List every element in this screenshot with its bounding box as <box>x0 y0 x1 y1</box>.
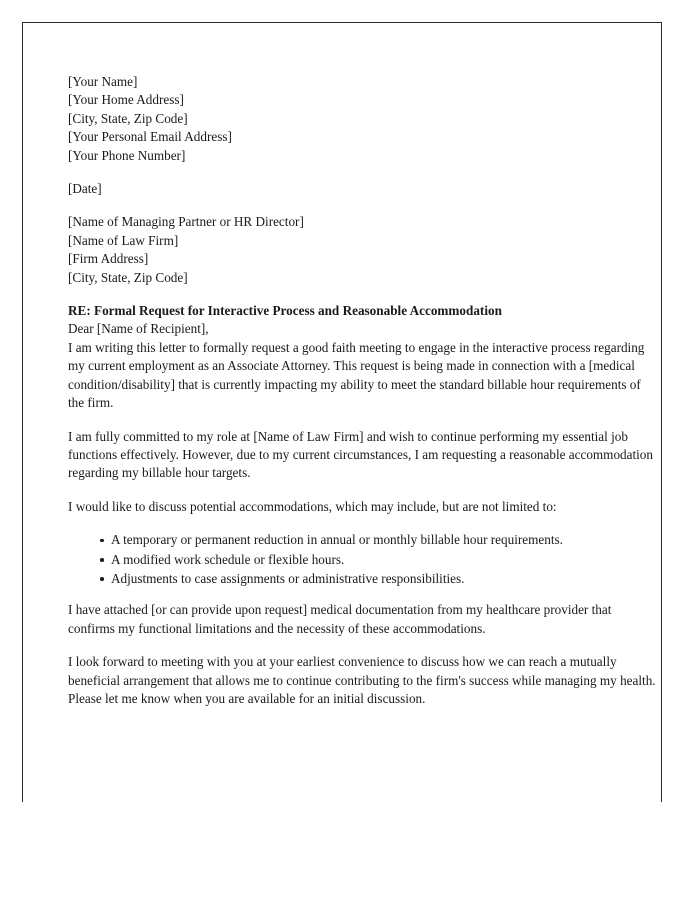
recipient-firm-name: [Name of Law Firm] <box>68 232 179 248</box>
date-block <box>68 180 656 198</box>
sender-street-address: [Your Home Address] <box>68 92 184 108</box>
list-item-label: A modified work schedule or flexible hours. <box>111 551 345 567</box>
bullet-disc-icon <box>100 558 104 562</box>
list-item-label: Adjustments to case assignments or administrative responsibilities. <box>111 570 465 586</box>
list-item <box>68 551 656 569</box>
sender-phone: [Your Phone Number] <box>68 147 186 163</box>
salutation: Dear [Name of Recipient], <box>68 321 209 337</box>
sender-address-block <box>68 73 656 165</box>
body-paragraph-2: I am fully committed to my role at [Name of Law Firm] and wish to continue performing my essential job functions effectively. However, due to my current circumstances, I am requesting a reasonable accommodation regarding my billable hour targets. <box>68 428 653 481</box>
recipient-address-block <box>68 213 656 287</box>
recipient-firm-address: [Firm Address] <box>68 251 149 267</box>
list-item-label: A temporary or permanent reduction in annual or monthly billable hour requirements. <box>111 532 563 548</box>
letter-date: [Date] <box>68 181 102 197</box>
letter-content <box>68 73 656 723</box>
list-item <box>68 570 656 588</box>
accommodation-list <box>68 531 656 588</box>
bullet-disc-icon <box>100 539 104 543</box>
subject-line: RE: Formal Request for Interactive Process and Reasonable Accommodation <box>68 303 502 319</box>
sender-name: [Your Name] <box>68 74 138 89</box>
bullet-disc-icon <box>100 577 104 581</box>
recipient-city-state-zip: [City, State, Zip Code] <box>68 269 188 285</box>
sender-email: [Your Personal Email Address] <box>68 129 232 145</box>
body-paragraph-1: I am writing this letter to formally request a good faith meeting to engage in the interactive process regarding my current employment as an Associate Attorney. This request is being made in connection with a [medical condition/disability] that is currently impacting my ability to meet the standard billable hour requirements of the firm. <box>68 339 645 411</box>
sender-city-state-zip: [City, State, Zip Code] <box>68 110 188 126</box>
body-paragraph-5: I look forward to meeting with you at your earliest convenience to discuss how we can reach a mutually beneficial arrangement that allows me to continue contributing to the firm's success while managing my health. Please let me know when you are available for an initial discussion. <box>68 654 656 706</box>
list-item <box>68 531 656 549</box>
body-paragraph-3: I would like to discuss potential accommodations, which may include, but are not limited to: <box>68 498 557 514</box>
recipient-name: [Name of Managing Partner or HR Director] <box>68 214 304 230</box>
body-paragraph-4: I have attached [or can provide upon request] medical documentation from my healthcare provider that confirms my functional limitations and the necessity of these accommodations. <box>68 602 612 636</box>
document-page <box>22 22 662 802</box>
